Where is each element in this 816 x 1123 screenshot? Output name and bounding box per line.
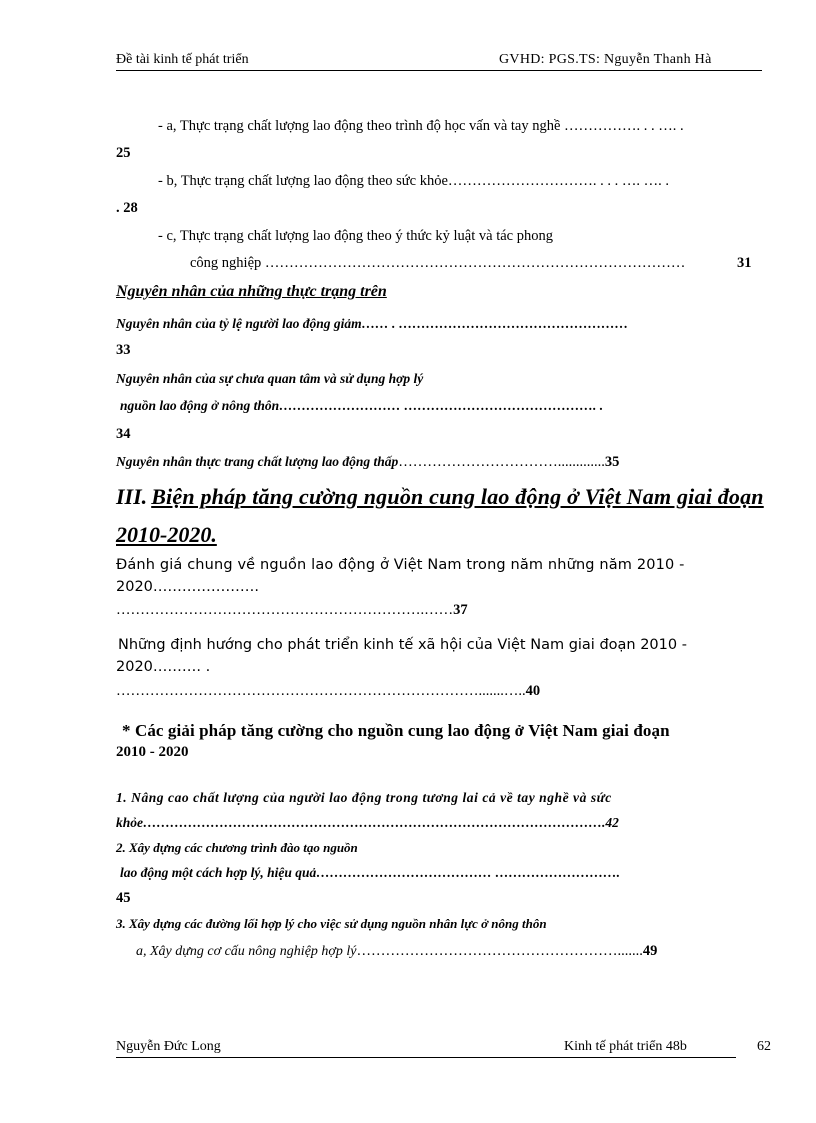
solution-1-dots: khỏe…………………………………………………………………………………………. <box>116 815 606 830</box>
toc-item-b-page: . 28 <box>116 200 138 216</box>
header-right-advisor: GVHD: PGS.TS: Nguyễn Thanh Hà <box>499 52 712 67</box>
toc-item-c-page: 31 <box>737 255 752 271</box>
solutions-heading: * Các giải pháp tăng cường cho nguồn cung lao động ở Việt Nam giai đoạn <box>122 721 670 740</box>
section-3-title-line2: 2010-2020. <box>116 522 217 547</box>
toc-item-c-line2: công nghiệp …………………………………………………………………………… <box>190 255 686 271</box>
causes-heading: Nguyên nhân của những thực trạng trên <box>116 283 387 300</box>
footer-page-number: 62 <box>757 1039 771 1054</box>
cause-2-page: 34 <box>116 426 131 442</box>
footer-rule <box>116 1057 736 1058</box>
cause-2-line2: nguồn lao động ở nông thôn……………………… ……………………………………. . <box>120 398 604 413</box>
toc-evaluation-dots: ……………………………………………………….…… <box>116 602 454 618</box>
cause-2: Nguyên nhân của sự chưa quan tâm và sử dụng hợp lý <box>116 371 424 386</box>
solution-3a-page: 49 <box>642 943 658 959</box>
cause-3-dots: ……………………………............. <box>398 454 605 470</box>
cause-1: Nguyên nhân của tỷ lệ người lao động giảm…… . …………………………………………… <box>116 316 629 331</box>
cause-3: Nguyên nhân thực trang chất lượng lao động thấp <box>116 454 399 469</box>
toc-item-c: - c, Thực trạng chất lượng lao động theo ý thức kỷ luật và tác phong <box>158 228 553 244</box>
header-left-title: Đề tài kinh tế phát triển <box>116 52 249 67</box>
footer-author: Nguyễn Đức Long <box>116 1039 221 1054</box>
toc-orientations: Những định hướng cho phát triển kinh tế xã hội của Việt Nam giai đoạn 2010 - <box>118 637 687 653</box>
header-rule <box>116 70 762 71</box>
toc-item-a: - a, Thực trạng chất lượng lao động theo trình độ học vấn và tay nghề ……………. . . …. . <box>158 118 684 134</box>
solution-1-page: 42 <box>605 815 619 830</box>
solution-3a-row <box>136 944 657 959</box>
solutions-heading-line2: 2010 - 2020 <box>116 744 189 760</box>
footer-class: Kinh tế phát triển 48b <box>564 1039 687 1054</box>
toc-orientations-line3 <box>116 684 540 699</box>
solution-1: 1. Nâng cao chất lượng của người lao động trong tương lai cả về tay nghề và sức <box>116 790 612 805</box>
toc-item-b: - b, Thực trạng chất lượng lao động theo sức khỏe…………………………. . . . …. …. . <box>158 173 670 189</box>
section-3-number: III. <box>116 484 148 509</box>
toc-orientations-page: 40 <box>525 683 541 699</box>
section-3-heading <box>116 486 764 508</box>
toc-evaluation: Đánh giá chung về nguồn lao động ở Việt Nam trong năm những năm 2010 - <box>116 557 685 573</box>
toc-orientations-line2: 2020………. . <box>116 659 211 675</box>
solution-2-line2: lao động một cách hợp lý, hiệu quả………………………………… ………………………. <box>120 865 621 880</box>
toc-evaluation-line3 <box>116 603 468 618</box>
solution-2: 2. Xây dựng các chương trình đào tạo nguồn <box>116 840 358 855</box>
solution-1-line2 <box>116 816 619 830</box>
cause-3-page: 35 <box>604 454 620 470</box>
section-3-title: Biện pháp tăng cường nguồn cung lao động ở Việt Nam giai đoạn <box>151 484 764 509</box>
toc-item-a-page: 25 <box>116 145 131 161</box>
solution-3: 3. Xây dựng các đường lối hợp lý cho việc sử dụng nguồn nhân lực ở nông thôn <box>116 916 547 931</box>
toc-orientations-dots: ………………………………………………………………….......….. <box>116 683 526 699</box>
cause-1-page: 33 <box>116 342 131 358</box>
cause-3-row <box>116 455 619 470</box>
toc-evaluation-line2: 2020…………………. <box>116 579 260 595</box>
solution-3a-dots: ………………………………………………....... <box>356 943 643 959</box>
toc-evaluation-page: 37 <box>453 602 468 618</box>
solution-3a: a, Xây dựng cơ cấu nông nghiệp hợp lý <box>136 944 357 959</box>
solution-2-page: 45 <box>116 890 131 906</box>
